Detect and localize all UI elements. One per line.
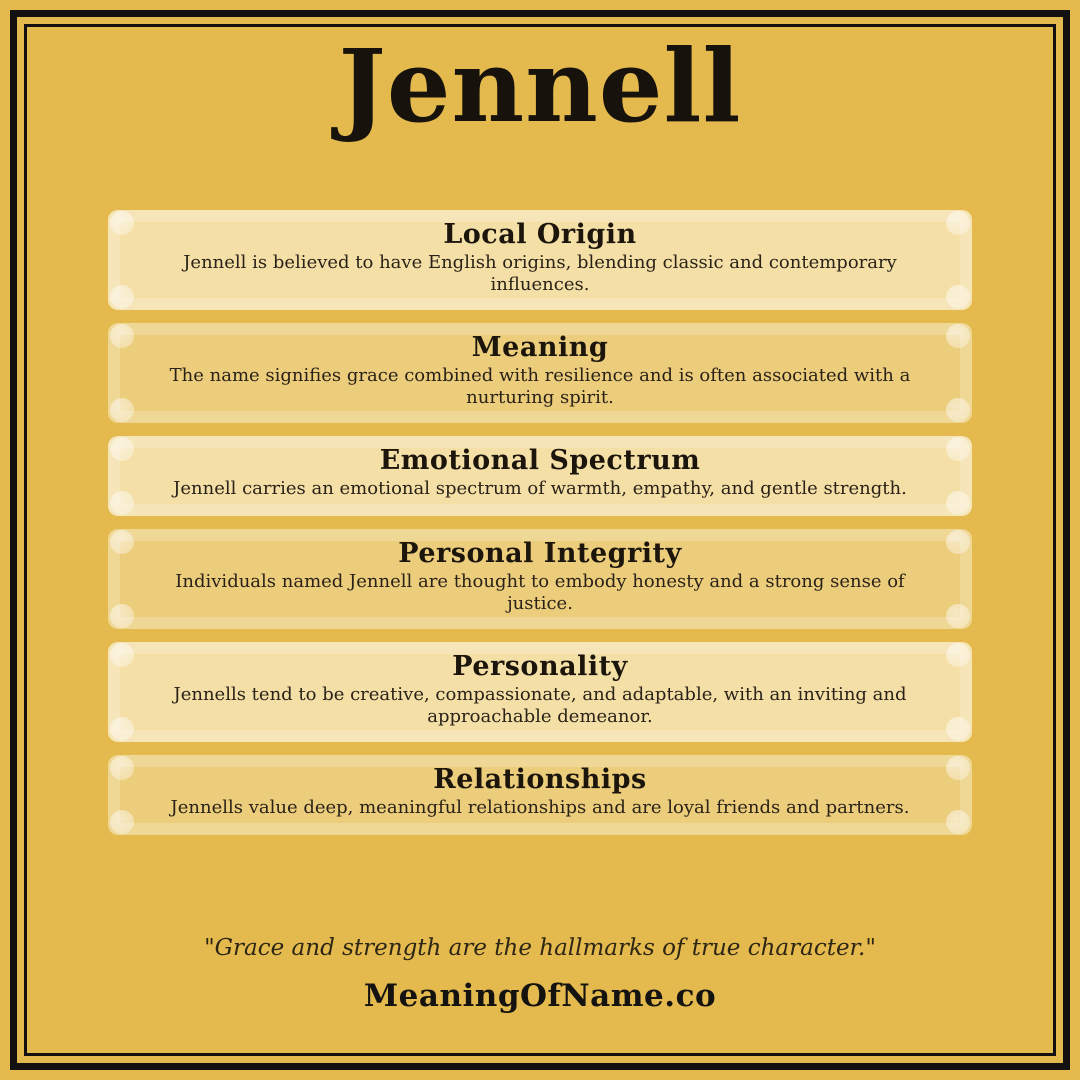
section-card-personality xyxy=(108,642,972,742)
section-body: Jennell is believed to have English origins, blending classic and contemporary influences. xyxy=(183,252,897,295)
sections-list xyxy=(108,210,972,835)
corner-pin-icon xyxy=(946,604,970,628)
section-card-personal-integrity xyxy=(108,529,972,629)
corner-pin-icon xyxy=(946,530,970,554)
corner-pin-icon xyxy=(110,211,134,235)
corner-pin-icon xyxy=(946,324,970,348)
corner-pin-icon xyxy=(946,756,970,780)
corner-pin-icon xyxy=(946,643,970,667)
section-card-relationships xyxy=(108,755,972,835)
corner-pin-icon xyxy=(946,285,970,309)
corner-pin-icon xyxy=(110,437,134,461)
section-body: Jennell carries an emotional spectrum of warmth, empathy, and gentle strength. xyxy=(173,478,907,499)
corner-pin-icon xyxy=(946,717,970,741)
corner-pin-icon xyxy=(110,756,134,780)
corner-pin-icon xyxy=(110,810,134,834)
footer xyxy=(0,934,1080,1013)
section-heading: Relationships xyxy=(433,764,647,795)
corner-pin-icon xyxy=(946,398,970,422)
quote-text: "Grace and strength are the hallmarks of true character." xyxy=(204,935,876,961)
corner-pin-icon xyxy=(946,810,970,834)
page-title: Jennell xyxy=(338,27,742,145)
corner-pin-icon xyxy=(946,437,970,461)
corner-pin-icon xyxy=(110,604,134,628)
section-heading: Personal Integrity xyxy=(398,538,682,569)
section-body: Jennells value deep, meaningful relationships and are loyal friends and partners. xyxy=(170,797,910,818)
section-heading: Meaning xyxy=(471,332,609,363)
site-name: MeaningOfName.co xyxy=(363,978,717,1014)
section-heading: Personality xyxy=(452,651,628,682)
section-heading: Local Origin xyxy=(443,219,637,250)
corner-pin-icon xyxy=(110,398,134,422)
corner-pin-icon xyxy=(110,491,134,515)
section-body: Jennells tend to be creative, compassionate, and adaptable, with an inviting and approachable demeanor. xyxy=(173,684,907,727)
section-card-local-origin xyxy=(108,210,972,310)
section-card-meaning xyxy=(108,323,972,423)
section-heading: Emotional Spectrum xyxy=(379,445,701,476)
section-body: Individuals named Jennell are thought to embody honesty and a strong sense of justice. xyxy=(175,571,905,614)
section-body: The name signifies grace combined with resilience and is often associated with a nurturing spirit. xyxy=(169,365,911,408)
corner-pin-icon xyxy=(110,530,134,554)
corner-pin-icon xyxy=(110,285,134,309)
corner-pin-icon xyxy=(946,491,970,515)
corner-pin-icon xyxy=(946,211,970,235)
section-card-emotional-spectrum xyxy=(108,436,972,516)
corner-pin-icon xyxy=(110,643,134,667)
corner-pin-icon xyxy=(110,717,134,741)
corner-pin-icon xyxy=(110,324,134,348)
